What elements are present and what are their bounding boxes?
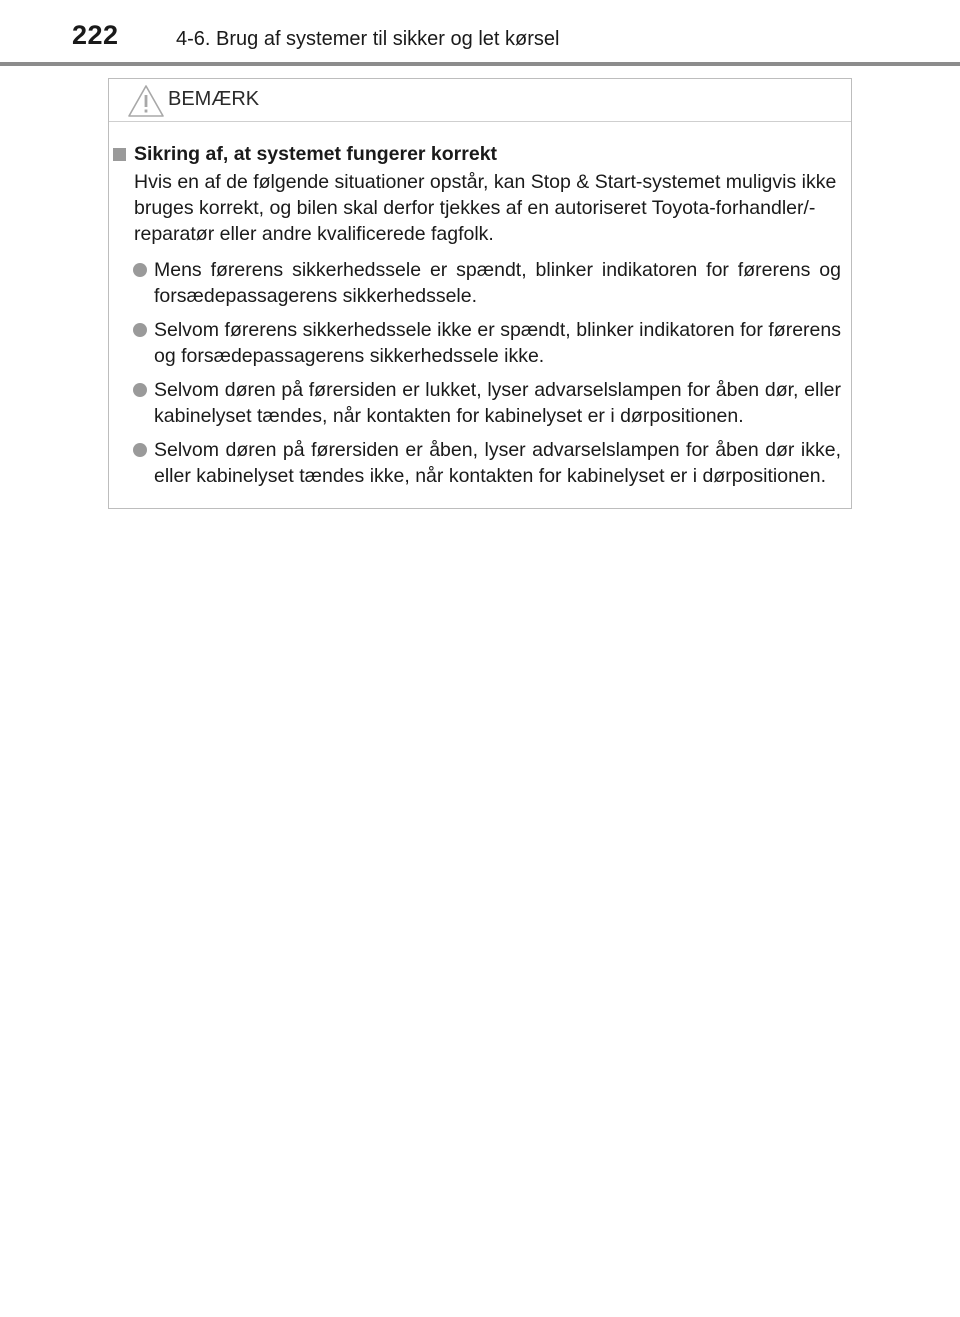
circle-bullet-icon [133, 263, 147, 277]
header-divider [0, 62, 960, 66]
warning-triangle-icon [127, 84, 165, 118]
list-item-text: Mens førerens sikkerhedssele er spændt, blinker indikatoren for førerens og forsædepassagerens sikkerhedssele. [154, 259, 841, 307]
list-item [113, 317, 841, 369]
list-item-text: Selvom døren på førersiden er åben, lyser advarselslampen for åben dør ikke, eller kabinelyset tændes ikke, når kontakten for kabinelyset er i dørpositionen. [154, 439, 841, 487]
list-item-text: Selvom førerens sikkerhedssele ikke er spændt, blinker indikatoren for førerens og forsædepassagerens sikkerhedssele ikke. [154, 319, 841, 367]
list-item [113, 437, 841, 489]
circle-bullet-icon [133, 323, 147, 337]
section-heading [113, 140, 841, 168]
list-item [113, 257, 841, 309]
page-number: 222 [72, 20, 119, 50]
circle-bullet-icon [133, 383, 147, 397]
circle-bullet-icon [133, 443, 147, 457]
notice-header [109, 79, 851, 122]
notice-title: BEMÆRK [168, 88, 260, 110]
list-item-text: Selvom døren på førersiden er lukket, lyser advarselslampen for åben dør, eller kabinelyset tændes, når kontakten for kabinelyset er i dørpositionen. [154, 379, 841, 427]
notice-box [108, 78, 852, 509]
condition-list [113, 257, 841, 489]
list-item [113, 377, 841, 429]
section-title: 4-6. Brug af systemer til sikker og let kørsel [176, 28, 560, 50]
intro-paragraph: Hvis en af de følgende situationer opstår, kan Stop & Start-systemet muligvis ikke bruges korrekt, og bilen skal derfor tjekkes af en autoriseret Toyota-forhandler/-reparatør eller andre kvalificerede fagfolk. [134, 171, 837, 245]
square-bullet-icon [113, 148, 126, 161]
section-heading-text: Sikring af, at systemet fungerer korrekt [134, 143, 498, 165]
notice-body [109, 122, 851, 489]
